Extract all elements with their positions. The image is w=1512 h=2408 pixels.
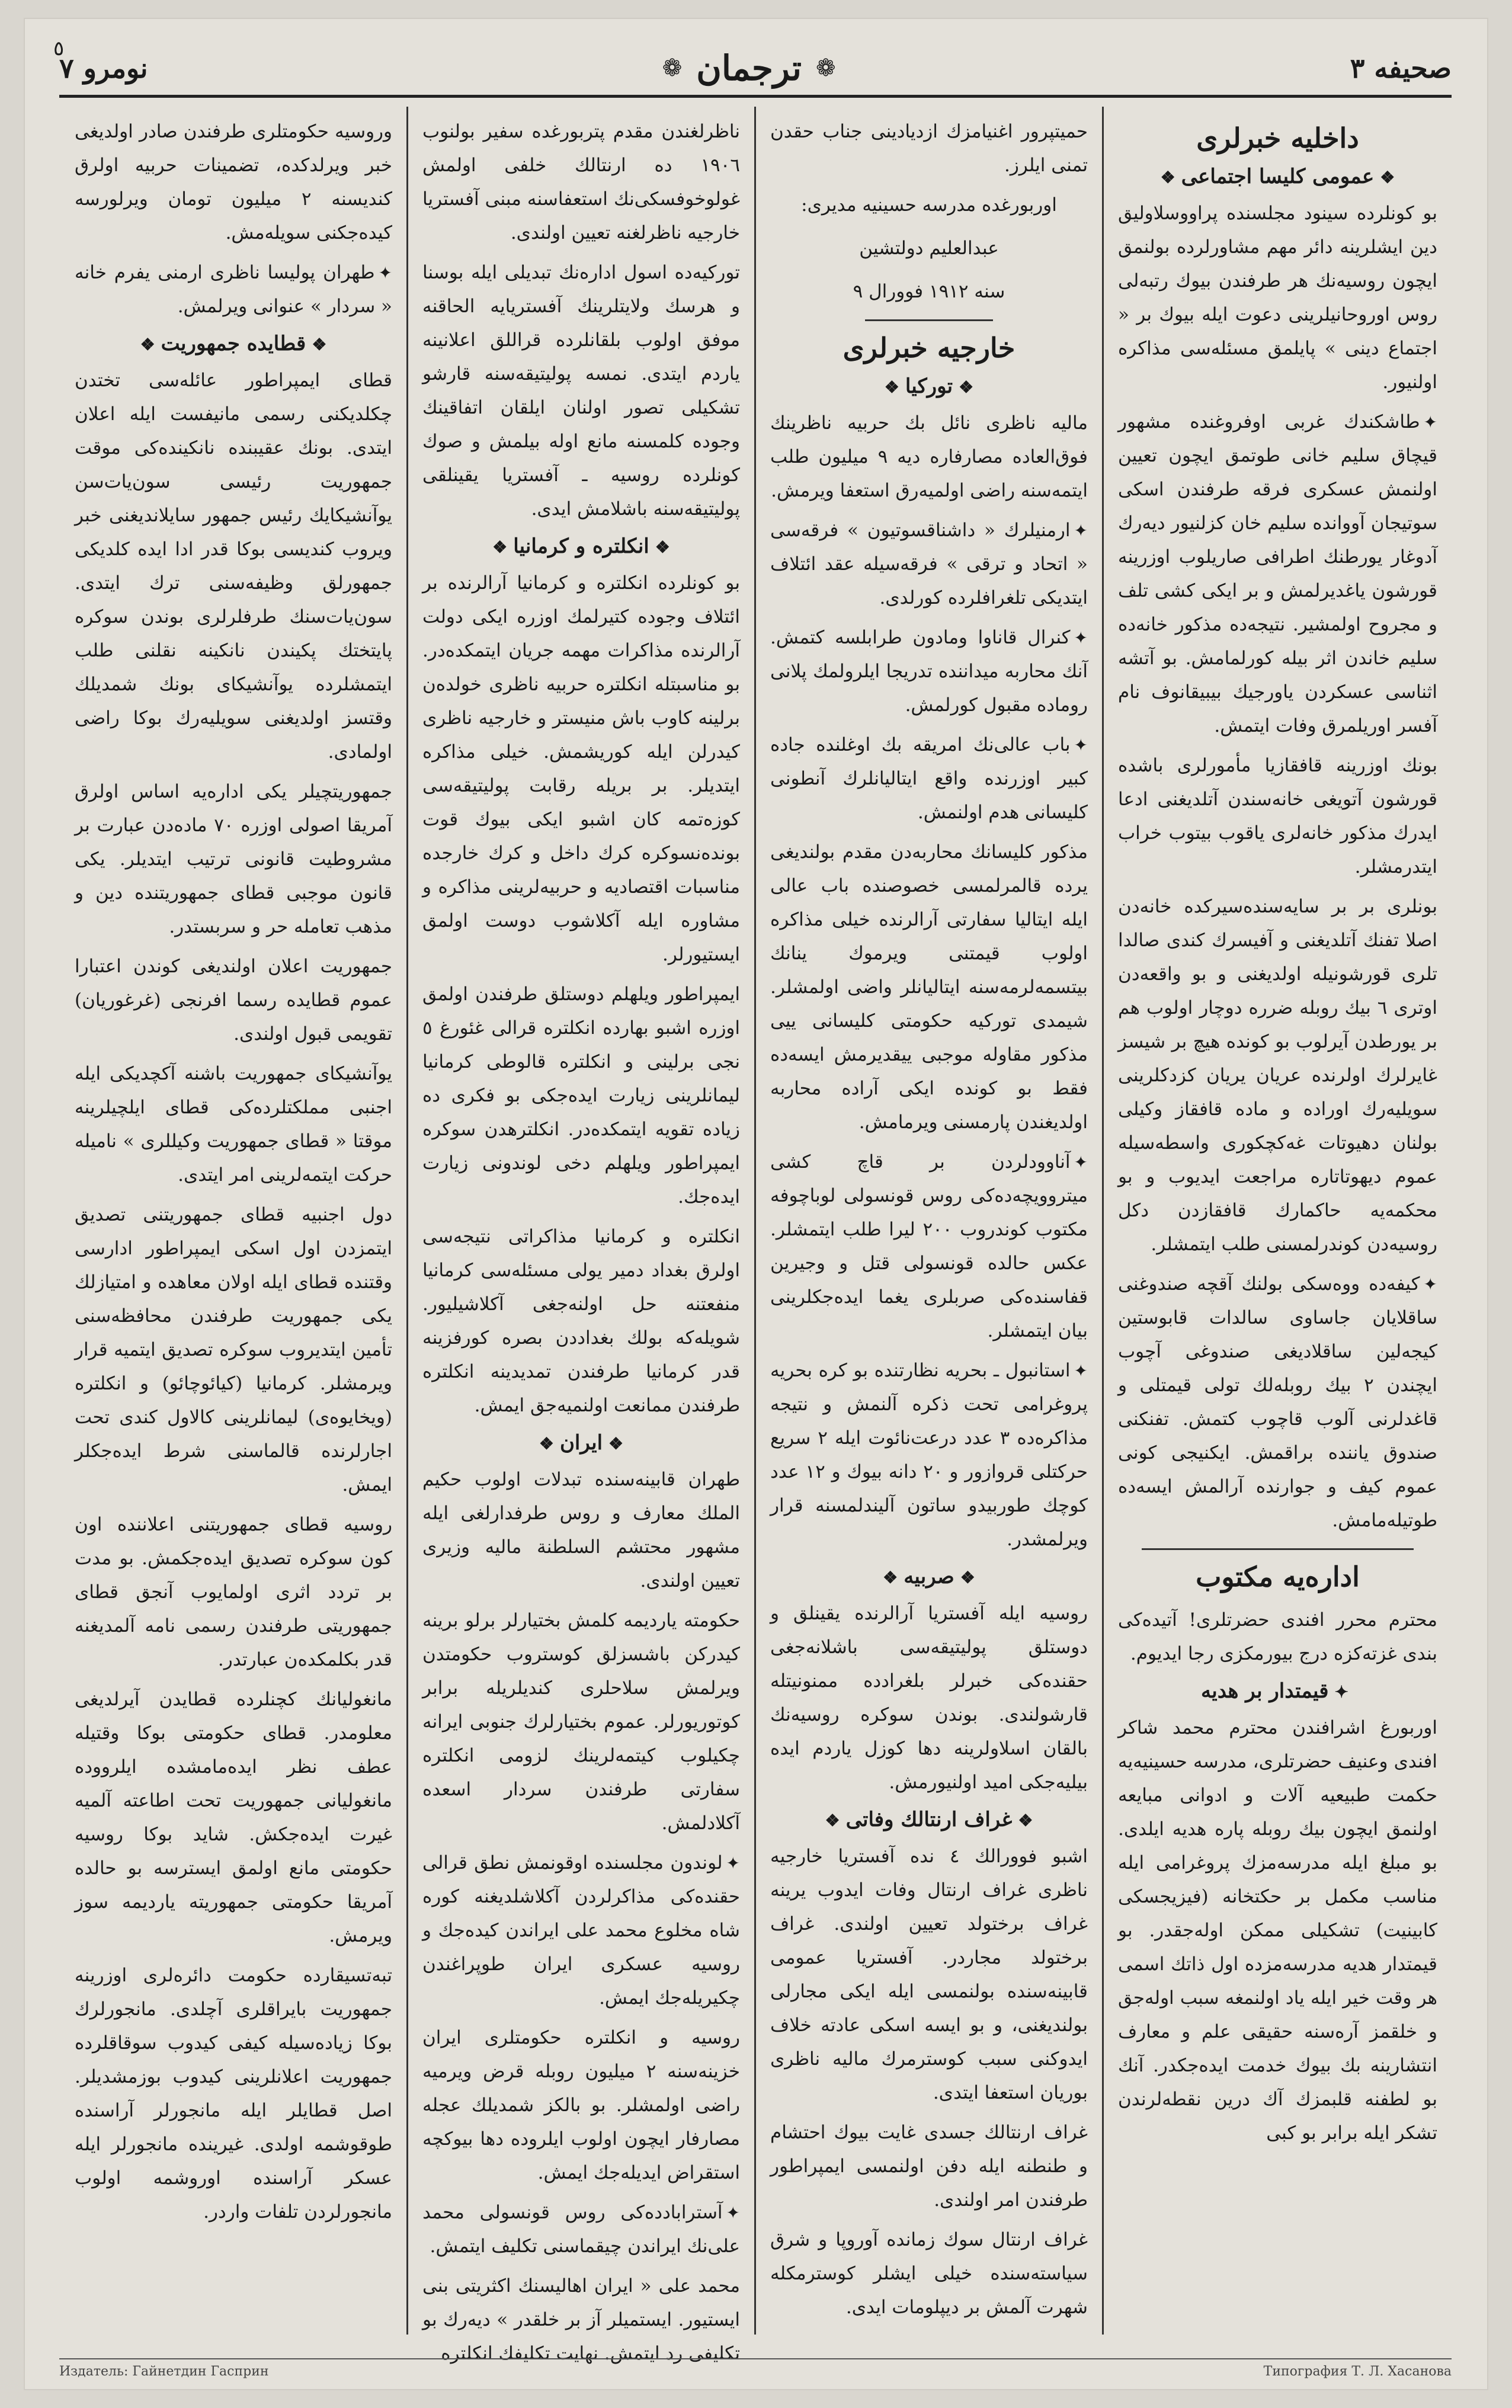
signature-name: عبدالعلیم دولتشین [859, 238, 999, 259]
printer-footer [59, 2358, 1452, 2383]
folio-number: ٥ [53, 37, 65, 60]
ornament-icon: ❁ [662, 55, 683, 82]
ornament-icon: ❖ [959, 377, 974, 397]
signature-title: اوربورغده مدرسه حسینیه مدیری: [801, 194, 1057, 216]
ornament-icon: ❖ [539, 1434, 554, 1453]
article-paragraph: وروسیه حکومتلری طرفندن صادر اولدیغی خبر ویرلدکده، تضمینات حربیه اولرق کندیسنه ۲ میلیون تومان ویرلورسه کیده‌جکنی سویله‌مش. [75, 121, 392, 244]
column-2 [756, 107, 1104, 2335]
article-paragraph: حمیتپرور اغنیامزك ازدیادینی جناب حقدن تمنی ایلرز. [770, 121, 1088, 176]
letter-date: سنه ۱۹۱۲ فوورال ۹ [853, 281, 1005, 302]
article-paragraph: ✦لوندون مجلسنده اوقونمش نطق قرالی حقنده‌کی مذاکرلردن آکلاشلدیغنه کوره شاه مخلوع محمد علی ایراندن کیده‌جك و روسیه عسکری ایران طوپراغندن چکیریله‌جك ایمش. [422, 1852, 740, 2009]
star-bullet-icon: ✦ [726, 1853, 740, 1873]
article-paragraph: ایمپراطور ویلهلم دوستلق طرفندن اولمق اوزره اشبو بهارده انکلتره قرالی غئورغ ٥ نجی برلینی و انکلتره قالوطی کرمانیا لیمانلرینی زیارت ایده‌جکی بو فکری ده زیاده تقویه ایتمکده‌در. انکلترهدن سوکره ایمپراطور ویلهلم دخی لوندونی زیارت ایده‌جك. [422, 984, 740, 1208]
ornament-icon: ❁ [816, 55, 836, 82]
ornament-icon: ❖ [1380, 168, 1395, 187]
article-paragraph: ✦کنرال قاناوا ومادون طرابلسه کتمش. آنك محاربه میداننده تدریجا ایلرولمك پلانی روماده مقبول کورلمش. [770, 627, 1088, 716]
article-paragraph: اوربورغ اشرافندن محترم محمد شاکر افندی وعنیف حضرتلری، مدرسه حسینیه‌یه حکمت طبیعیه آلات و ادوانی مبایعه اولنمق ایچون بیك روبله پاره هدیه ایلدی. بو مبلغ ایله مدرسه‌مزك پروغرامی ایله مناسب مکمل بر حکتخانه (فیزیجسکی کابینیت) تشکیلی ممکن اوله‌جقدر. بو قیمتدار هدیه مدرسه‌مزده اول ذاتك اسمی هر وقت خیر ایله یاد اولنمغه سبب اوله‌جق و خلقمز آره‌سنه حقیقی علم و معارف انتشارینه بك بیوك خدمت ایده‌جکدر. آنك بو لطفنه قلبمزك آك درین نقطه‌لرندن تشکر ایله برابر بو کبی [1118, 1717, 1437, 2144]
article-paragraph: قطای ایمپراطور عائله‌سی تختدن چکلدیکنی رسمی مانیفست ایله اعلان ایتدی. بونك عقیبنده نانکینده‌کی موقت جمهوریت رئیسی سون‌یات‌سن یوآنشیکایك رئیس جمهور سایلاندیغنی خبر ویروب کندیسی بوکا قدر ادا ایده کلدیکی جمهورلق وظیفه‌سنی ترك ایتدی. سون‌یات‌سنك طرفلرلری بوندن سوکره پایتختك پکیندن نانکینه نقلنی طلب ایتمشلرده یوآنشیکای بونك شمدیلك وقتسز اولدیغنی سویلیه‌رك بوکا راضی اولمادی. [75, 370, 392, 763]
ornament-icon: ❖ [312, 335, 327, 354]
article-paragraph: روسیه قطای جمهوریتنی اعلاننده اون کون سوکره تصدیق ایده‌جکمش. بو مدت بر تردد اثری اولمایوب آنجق قطای جمهوریتی طرفندن رسمی نامه آلمدیغنه قدر بکلمکده‌ن عبارتدر. [75, 1514, 392, 1670]
column-4 [60, 107, 408, 2335]
subsection-title: ❖توركیا❖ [884, 374, 974, 398]
page-number-label: صحیفه ۳ [1350, 52, 1452, 84]
article-paragraph: ✦آسترابادده‌کی روس قونسولی محمد علی‌نك ایراندن چیقماسنی تکلیف ایتمش. [422, 2202, 740, 2257]
subsection-title: ❖عمومی کلیسا اجتماعی❖ [1160, 165, 1395, 188]
ornament-icon: ❖ [1160, 168, 1175, 187]
star-bullet-icon: ✦ [1334, 1682, 1348, 1702]
article-paragraph: بونك اوزرینه قافقازیا مأمورلری باشده قورشون آتویغی خانه‌سندن آتلدیغنی ادعا ایدرك مذکور خانه‌لری یاقوب بیتوب خراب ایتدرمشلر. [1118, 755, 1437, 878]
ornament-icon: ❖ [140, 335, 155, 354]
article-paragraph: روسیه و انکلتره حکومتلری ایران خزینه‌سنه ۲ میلیون روبله قرض ویرمیه راضی اولمشلر. بو بالکز شمدیلك عجله مصارفار ایچون اولوب ایلروده دها بیوکچه استقراض ایدیله‌جك ایمش. [422, 2027, 740, 2183]
star-bullet-icon: ✦ [1074, 521, 1088, 540]
ornament-icon: ❖ [608, 1434, 624, 1453]
article-paragraph: جمهوریت اعلان اولندیغی کوندن اعتبارا عموم قطایده رسما افرنجی (غرغوریان) تقویمی قبول اولندی. [75, 956, 392, 1045]
section-title-foreign-news: خارجیه خبرلری [843, 332, 1016, 364]
article-paragraph: تبه‌تسیقارده حکومت دائره‌لری اوزرینه جمهوریت بایراقلری آچلدی. مانجورلرك بوکا زیاده‌سیله کیفی کیدوب سوقاقلرده جمهوریت اعلانلرینی کیدوب بوزمشدیلر. اصل قطایلر ایله مانجورلر آراسنده طوقوشمه اولدی. غیرینده مانجورلر ایله عسکر آراسنده اوروشمه اولوب مانجورلردن تلفات واردر. [75, 1965, 392, 2223]
article-paragraph: طهران قابینه‌سنده تبدلات اولوب حکیم الملك معارف و روس طرفدارلغی ایله مشهور محتشم السلطنة مالیه وزیری تعیین اولندی. [422, 1469, 740, 1592]
article-paragraph: بو کونلرده انکلتره و کرمانیا آرالرنده بر ائتلاف وجوده کتیرلمك اوزره ایکی دولت آرالرنده مذاکرات مهمه جریان ایتمکده‌در. بو مناسبتله انکلتره حربیه ناظری خولده‌ن برلینه کاوب باش منیستر و خارجیه ناظری کیدرلن ایله کوریشمش. خیلی مذاکره ایتدیلر. بر بریله رقابت پولیتیقه‌سی کوزه‌تمه کان اشبو ایکی بیوك قوت بونده‌نسوکره کرك داخل و کرك خارجده مناسبات اقتصادیه و حربیه‌لرینی مذاکره و مشاوره ایله آکلاشوب دوست اولمق ایستیورلر. [422, 572, 740, 965]
ornament-icon: ❖ [960, 1568, 975, 1587]
star-bullet-icon: ✦ [1423, 412, 1437, 432]
subsection-title: ❖صربیه❖ [883, 1565, 975, 1589]
article-paragraph: تورکیه‌ده اسول اداره‌نك تبدیلی ایله بوسنا و هرسك ولایتلرینك آفستریایه الحاقنه موفق اولوب بلقانلرده قراللق اعلانینه یاردم ایتدی. نمسه پولیتیقه‌سنه قارشو تشکیلی تصور اولنان ایلقان اتفاقینك وجوده کلمسنه مانع اوله بیلمش و صوك کونلرده روسیه ـ آفستریا یقینلقی پولیتیقه‌سنه باشلامش ایدی. [422, 262, 740, 520]
article-paragraph: ✦طهران پولیسا ناظری ارمنی یفرم خانه « سردار » عنوانی ویرلمش. [75, 262, 392, 317]
article-paragraph: حکومته یاردیمه کلمش بختیارلر برلو برینه کیدرکن باشسزلق کوستروب حکومتدن ویرلمش سلاحلری کندیلریله برابر کوتوریورلر. عموم بختیارلرك جنوبی ایرانه چکیلوب کیتمه‌لرینك لزومی انکلتره سفارتی طرفندن سردار اسعده آکلادلمش. [422, 1610, 740, 1834]
star-bullet-icon: ✦ [1074, 1152, 1088, 1172]
article-paragraph: محمد علی « ایران اهالیسنك اکثریتی بنی ایستیور. ایستمیلر آز بر خلقدر » دیه‌رك بو تکلیفی رد ایتمش. نهایت تکلیفك انکلتره [422, 2275, 740, 2364]
section-title-domestic-news: داخلیه خبرلری [1196, 122, 1359, 154]
article-paragraph: ✦کیفه‌ده ووه‌سکی بولنك آقچه صندوغنی ساقلایان جاساوی سالدات قابوستین کیجه‌لین ساقلادیغی صندوغی آچوب ایچندن ۲ بیك روبله‌لك تولی قیمتلی و قاغدلرنی آلوب قاچوب کتمش. تفنکنی صندوق یاننده براقمش. ایکنیجی کونی عموم کیف و جوارنده آرالمش ایسه‌ده طوتیله‌مامش. [1118, 1273, 1437, 1531]
star-bullet-icon: ✦ [1074, 1361, 1088, 1381]
article-paragraph: انکلتره و کرمانیا مذاکراتی نتیجه‌سی اولرق بغداد دمیر یولی مسئله‌سی کرمانیا منفعتنه حل اولنه‌جغی آکلاشیلیور. شویله‌که بولك بغداددن بصره کورفزینه قدر کرمانیا طرفندن تمدیدینه انکلتره طرفندن ممانعت اولنمیه‌جق ایمش. [422, 1226, 740, 1416]
newspaper-title: ترجمان [696, 48, 802, 88]
article-paragraph: مذکور کلیسانك محاربه‌دن مقدم بولندیغی یرده قالمرلمسی خصوصنده باب عالی ایله ایتالیا سفارتی آرالرنده خیلی مذاکره اولوب قیمتنی ویرموك ینانك بیتسمه‌لرمه‌سنه ایتالیانلر واضی اولمشلر. شیمدی تورکیه حکومتی کلیسانی ییی مذکور مقاوله موجبی ییقدیرمش ایسه‌ده فقط بو کونده ایکی آراده محاربه اولدیغندن پارمسنی ویرمامش. [770, 841, 1088, 1133]
star-bullet-icon: ✦ [1074, 628, 1088, 648]
article-paragraph: محترم محرر افندی حضرتلری! آتیده‌کی بندی غزته‌کزه درج بیورمکزی رجا ایدیوم. [1118, 1609, 1437, 1664]
article-paragraph: جمهوریتچیلر یکی اداره‌یه اساس اولرق آمریقا اصولی اوزره ۷۰ ماده‌دن عبارت بر مشروطیت قانونی ترتیب ایتدیلر. یکی قانون موجبی قطای جمهوریتنده دین و مذهب تعامله حر و سربستدر. [75, 781, 392, 937]
article-paragraph: ✦باب عالی‌نك امریقه بك اوغلنده جاده کبیر اوزرنده واقع ایتالیانلرك آنطونی کلیسانی هدم اولنمش. [770, 734, 1088, 823]
ornament-icon: ❖ [492, 537, 508, 557]
article-paragraph: دول اجنبیه قطای جمهوریتنی تصدیق ایتمزدن اول اسکی ایمپراطور ادارسی وقتنده قطای ایله اولان معاهده و امتیازلك یکی جمهوریت طرفندن محافظه‌سنی تأمین ایتدیروب سوکره تصدیق ایتمیه قرار ویرمشلر. کرمانیا (کیائوچائو) و انکلتره (ویخایوه‌ی) لیمانلرینی کالاول کندی تحت اجارلرنده قالماسنی شرط ایده‌جکلر ایمش. [75, 1204, 392, 1496]
article-paragraph: روسیه ایله آفستریا آرالرنده یقینلق و دوستلق پولیتیقه‌سی باشلانه‌جغی حقنده‌کی خبرلر بلغرادده ممنونیتله قارشولندی. بوندن سوکره روسیه‌نك بالقان اسلاولرینه دها کوزل یاردم ایده بیلیه‌جکی امید اولنیورمش. [770, 1603, 1088, 1793]
article-columns [59, 107, 1452, 2364]
column-1 [1104, 107, 1452, 2335]
subsection-title: ✦قیمتدار بر هدیه [1201, 1679, 1348, 1703]
article-paragraph: ✦استانبول ـ بحریه نظارتنده بو کره بحریه پروغرامی تحت ذکره آلنمش و نتیجه مذاکره‌ده ۳ عدد درعت‌نائوت ایله ۲ سریع حرکتلی قروازور و ۲۰ دانه بیوك و ۱۲ عدد کوچك طوربیدو ساتون آلیندلمسنه قرار ویرلمشدر. [770, 1360, 1088, 1550]
article-paragraph: یوآنشیکای جمهوریت باشنه آکچدیکی ایله اجنبی مملکتلرده‌کی قطای ایلچیلرینه موقتا « قطای جمهوریت وکیللری » نامیله حرکت ایتمه‌لرینی امر ایتدی. [75, 1063, 392, 1186]
ornament-icon: ❖ [884, 377, 899, 397]
article-paragraph: ✦آناوودلردن بر قاچ کشی میتروویچه‌ده‌کی روس قونسولی لوباچوفه مکتوب کوندروب ۲۰۰ لیرا طلب ایتمشلر. عکس حالده قونسولی قتل و وجیرین قفاسنده‌کی صربلری یغما ایده‌جکلرینی بیان ایتمشلر. [770, 1151, 1088, 1341]
article-paragraph: ناظرلغندن مقدم پتربورغده سفیر بولنوب ۱۹۰٦ ده ارنتالك خلفی اولمش غولوخوفسکی‌نك استعفاسنه مبنی آفستریا خارجیه ناظرلغنه تعیین اولندی. [422, 121, 740, 244]
subsection-title: ❖غراف ارنتالك وفاتی❖ [825, 1808, 1033, 1831]
ornament-icon: ❖ [825, 1811, 840, 1830]
printer-credit: Типография Т. Л. Хасанова [1263, 2364, 1452, 2379]
ornament-icon: ❖ [655, 537, 670, 557]
article-paragraph: غراف ارنتالك جسدی غایت بیوك احتشام و طنطنه ایله دفن اولنمسی ایمپراطور طرفندن امر اولندی. [770, 2122, 1088, 2211]
section-divider [865, 319, 993, 321]
star-bullet-icon: ✦ [1074, 735, 1088, 755]
masthead-title-group [662, 48, 836, 88]
section-divider [1142, 1548, 1414, 1550]
ornament-icon: ❖ [1018, 1811, 1033, 1830]
section-title-letter: اداره‌یه مکتوب [1196, 1561, 1360, 1593]
article-paragraph: مالیه ناظری نائل بك حربیه ناظرینك فوق‌العاده مصارفاره دیه ۹ میلیون طلب ایتمه‌سنه راضی اولمیه‌رق استعفا ویرمش. [770, 412, 1088, 501]
star-bullet-icon: ✦ [378, 263, 392, 283]
subsection-title: ❖انکلتره و کرمانیا❖ [492, 534, 670, 558]
article-paragraph: اشبو فوورالك ٤ نده آفستریا خارجیه ناظری غراف ارنتال وفات ایدوب یرینه غراف برختولد تعیین اولندی. غراف برختولد مجاردر. آفستریا عمومی قابینه‌سنده بولنمسی ایله ایکی مجارلی بولندیغنی، و بو ایسه اسکی عادته خلاف ایدوکنی سبب کوسترمرك مالیه ناظری بوریان استعفا ایتدی. [770, 1846, 1088, 2103]
article-paragraph: ✦طاشکندك غربی اوفروغنده مشهور قیچاق سلیم خانی طوتمق ایچون تعیین اولنمش عسکری فرقه طرفندن اسکی سوتیجان آووانده سلیم خان کزلنیور دیه‌رك آدوغار یورطنك اطرافی صاریلوب اوزرینه قورشون یاغدیرلمش و بر ایکی کشی تلف و مجروح اولمشیر. نتیجه‌ده مذکور خانه‌ده سلیم خاندن اثر بیله کورلمامش. بو آتشه اثناسی عسکردن یاورجیك بیبیقانوف نام آفسر اوریلمرق وفات ایتمش. [1118, 411, 1437, 737]
article-paragraph: بونلری بر بر سایه‌سنده‌سیرکده خانه‌دن اصلا تفنك آتلدیغنی و آفیسرك کندی صالدا تلری قورشونیله اولدیغنی و بو واقعه‌دن اوتری ٦ بیك روبله ضرره دوچار اولوب هم بر یورطدن آیرلوب بو کونده هیچ بر شیسز غایرلرك اولرنده عریان یریان کزدکلرینی سویلیه‌رك اوراده و ماده قافقاز وکیلی بولنان دهیوتات غه‌کچکوری واسطه‌سیله عموم دیهوتاتاره مراجعت ایدیوب و بو محکمه‌یه حاکمارك قافقازدن دکل روسیه‌دن کوندرلمسنی طلب ایتمشلر. [1118, 896, 1438, 1255]
article-paragraph: ✦ارمنیلرك « داشناقسوتیون » فرقه‌سی « اتحاد و ترقی » فرقه‌سیله عقد ائتلاف ایتدیکی تلغرافلرده کورلدی. [770, 520, 1088, 609]
subsection-title: ❖ایران❖ [539, 1431, 624, 1455]
subsection-title: ❖قطایده جمهوریت❖ [140, 332, 327, 356]
publisher-credit: Издатель: Гайнетдин Гасприн [59, 2364, 269, 2379]
ornament-icon: ❖ [883, 1568, 898, 1587]
star-bullet-icon: ✦ [1423, 1275, 1437, 1294]
masthead [53, 37, 1452, 98]
column-3 [408, 107, 756, 2364]
star-bullet-icon: ✦ [726, 2203, 740, 2223]
article-paragraph: بو کونلرده سینود مجلسنده پراووسلاولیق دین ایشلرینه دائر مهم مشاورلرده بولنمق ایچون روسیه‌نك هر طرفندن بیوك رتبه‌لی روس اوروحانیلرینی دعوت ایله بیوك بر « اجتماع دینی » پایلمق مسئله‌سی مذاکره اولنیور. [1118, 203, 1437, 393]
issue-number-label: نومرو ۷ [59, 52, 148, 84]
newspaper-page [24, 18, 1488, 2390]
article-paragraph: مانغولیانك کچنلرده قطایدن آیرلدیغی معلومدر. قطای حکومتی بوکا وقتیله عطف نظر ایده‌مامشده ایلرووده مانغولیانی جمهوریت تحت اطاعته آلمیه غیرت ایده‌جکش. شاید بوکا روسیه حکومتی مانع اولمق ایسترسه بو حالده آمریقا حکومتی جمهوریته یاردیمه سوز ویرمش. [75, 1689, 392, 1946]
article-paragraph: غراف ارنتال سوك زمانده آوروپا و شرق سیاسته‌سنده خیلی ایشلر کوسترمکله شهرت آلمش بر دیپلومات ایدی. [770, 2229, 1088, 2318]
